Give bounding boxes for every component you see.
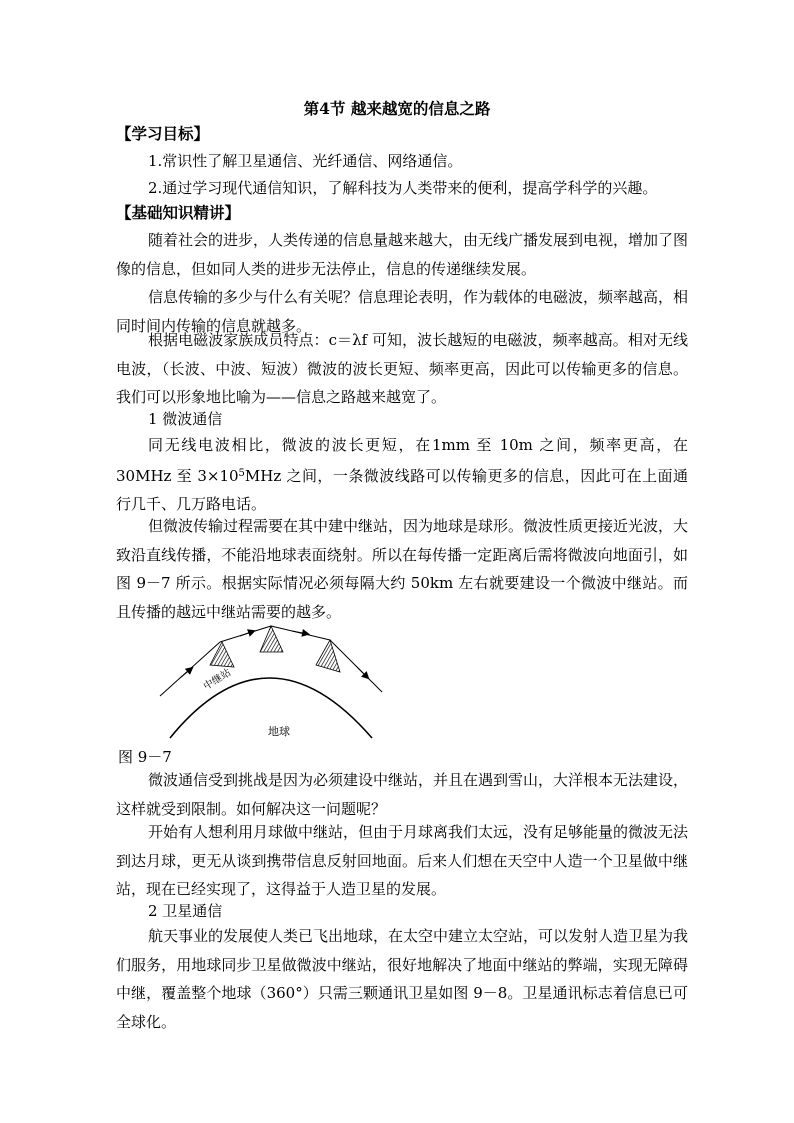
paragraph-3: 根据电磁波家族成员特点：c＝λf 可知，波长越短的电磁波，频率越高。相对无线电波，（长波、中波、短波）微波的波长更短、频率更高，因此可以传输更多的信息。我们可以形象地比喻为——信息之路越来越宽了。	[116, 331, 688, 406]
subheading-microwave: 1 微波通信	[148, 410, 223, 428]
page-title: 第4节 越来越宽的信息之路	[303, 99, 491, 118]
paragraph-4-exponent: 5	[238, 467, 245, 479]
section-header-knowledge: 【基础知识精讲】	[116, 203, 241, 222]
paragraph-7: 开始有人想利用月球做中继站，但由于月球离我们太远，没有足够能量的微波无法到达月球，更无从谈到携带信息反射回地面。后来人们想在天空中人造一个卫星做中继站，现在已经实现了，这得益于人造卫星的发展。	[116, 823, 689, 898]
earth-label: 地球	[268, 725, 290, 738]
goal-item-1: 1.常识性了解卫星通信、光纤通信、网络通信。	[148, 152, 463, 170]
section-header-goals: 【学习目标】	[116, 124, 210, 143]
paragraph-6: 微波通信受到挑战是因为必须建设中继站，并且在遇到雪山，大洋根本无法建设，这样就受到限制。如何解决这一问题呢？	[116, 771, 689, 818]
paragraph-8: 航天事业的发展使人类已飞出地球，在太空中建立太空站，可以发射人造卫星为我们服务，用地球同步卫星做微波中继站，很好地解决了地面中继站的弊端，实现无障碍中继，覆盖整个地球（360°）只需三颗通讯卫星如图 9－8。卫星通讯标志着信息已可全球化。	[116, 927, 689, 1031]
paragraph-1: 随着社会的进步，人类传递的信息量越来越大，由无线广播发展到电视，增加了图像的信息，但如同人类的进步无法停止，信息的传递继续发展。	[116, 231, 689, 278]
relay-station-label: 中继站	[201, 667, 234, 693]
wave-arrow-2	[240, 631, 254, 636]
figure-caption: 图 9－7	[118, 748, 172, 766]
paragraph-4-part-a: 同无线电波相比，微波的波长更短，在1mm 至 10m 之间，频率更高，在30MHz 至 3×10	[116, 436, 688, 485]
paragraph-2: 信息传输的多少与什么有关呢？信息理论表明，作为载体的电磁波，频率越高，相同时间内传输的信息就越多。	[116, 288, 689, 335]
goal-item-2: 2.通过学习现代通信知识，了解科技为人类带来的便利，提高学科学的兴趣。	[148, 179, 658, 197]
wave-arrow-1	[180, 668, 192, 678]
wave-arrow-4	[356, 666, 368, 678]
relay-tower-3	[316, 640, 340, 672]
relay-station-figure	[150, 620, 390, 744]
relay-tower-1	[210, 642, 234, 667]
wave-arrow-3	[292, 631, 308, 634]
subheading-satellite: 2 卫星通信	[148, 902, 223, 920]
relay-tower-2	[260, 626, 283, 652]
paragraph-5: 但微波传输过程需要在其中建中继站，因为地球是球形。微波性质更接近光波，大致沿直线传播，不能沿地球表面绕射。所以在每传播一定距离后需将微波向地面引，如图 9－7 所示。根据实际情况必须每隔大约 50km 左右就要建设一个微波中继站。而且传播的越远中继站需要的越多。	[116, 517, 689, 621]
paragraph-4-part-b: MHz 之间，一条微波线路可以传输更多的信息，因此可在上面通行几千、几万路电话。	[116, 466, 688, 513]
paragraph-4	[116, 431, 688, 519]
